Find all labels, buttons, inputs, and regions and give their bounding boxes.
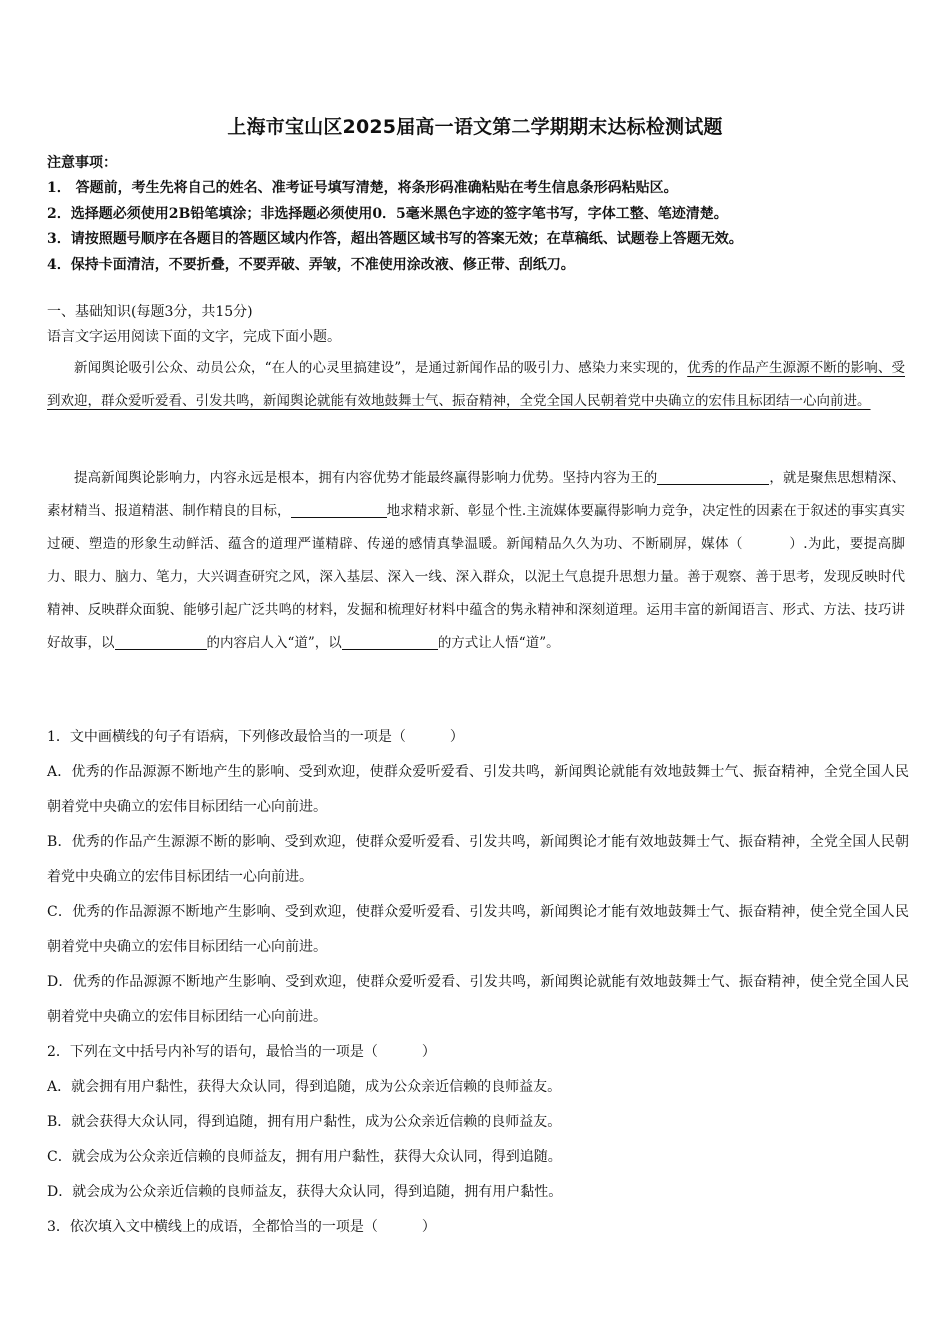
question-stem — [47, 720, 909, 755]
passage-text: 新闻舆论吸引公众、动员公众，“在人的心灵里搞建设”，是通过新闻作品的吸引力、感染力来实现的， — [74, 360, 688, 376]
passage-text: 的内容启人入“道”，以 — [206, 635, 342, 651]
question-text: 1．文中画横线的句子有语病，下列修改最恰当的一项是（ — [47, 729, 406, 745]
section-intro: 语言文字运用阅读下面的文字，完成下面小题。 — [47, 329, 341, 345]
fill-blank-2 — [291, 501, 387, 518]
passage-text: ）.为此，要提高脚力、眼力、脑力、笔力，大兴调查研究之风，深入基层、深入一线、深入群众，以泥土气息提升思想力量。善于观察、善于思考，发现反映时代精神、反映群众面貌、能够引起广泛共鸣的材料，发掘和梳理好材料中蕴含的隽永精神和深刻道理。运用丰富的新闻语言、形式、方法、技巧讲好故事，以 — [47, 536, 905, 651]
question-option: C．就会成为公众亲近信赖的良师益友，拥有用户黏性，获得大众认同，得到追随。 — [47, 1149, 562, 1165]
question-option: D．就会成为公众亲近信赖的良师益友，获得大众认同，得到追随，拥有用户黏性。 — [47, 1184, 563, 1200]
question-option: A．优秀的作品源源不断地产生的影响、受到欢迎，使群众爱听爱看、引发共鸣，新闻舆论就能有效地鼓舞士气、振奋精神，全党全国人民朝着党中央确立的宏伟目标团结一心向前进。 — [47, 764, 909, 815]
fill-blank-1 — [657, 468, 761, 485]
page-title: 上海市宝山区2025届高一语文第二学期期末达标检测试题 — [227, 116, 723, 138]
question-option: A．就会拥有用户黏性，获得大众认同，得到追随，成为公众亲近信赖的良师益友。 — [47, 1079, 562, 1095]
question-text: ） — [449, 729, 464, 745]
passage-text: 地求精求新、彰显个性.主流媒体要赢得影响力竞争，决定性的因素在于叙述的事实真实过硬、塑造的形象生动鲜活、蕴含的道理严谨精辟、传递的感情真挚温暖。新闻精品久久为功、不断刷屏，媒体（ — [47, 503, 906, 552]
passage-paragraph-2 — [47, 462, 905, 660]
notice-item: 4．保持卡面清洁，不要折叠，不要弄破、弄皱，不准使用涂改液、修正带、刮纸刀。 — [47, 256, 575, 273]
question-option: C．优秀的作品源源不断地产生影响、受到欢迎，使群众爱听爱看、引发共鸣，新闻舆论才能有效地鼓舞士气、振奋精神，使全党全国人民朝着党中央确立的宏伟目标团结一心向前进。 — [47, 904, 909, 955]
passage-text: ，就是聚焦思想精深、素材精当、报道精湛、制作精良的目标， — [47, 470, 906, 519]
section-heading: 一、基础知识(每题3分，共15分) — [47, 304, 253, 320]
notice-item: 2．选择题必须使用2B铅笔填涂；非选择题必须使用0．5毫米黑色字迹的签字笔书写，字体工整、笔迹清楚。 — [47, 205, 728, 222]
fill-blank-3 — [115, 633, 207, 650]
notice-heading: 注意事项： — [47, 155, 117, 171]
question-text: ） — [421, 1219, 436, 1235]
notice-item: 3．请按照题号顺序在各题目的答题区域内作答，超出答题区域书写的答案无效；在草稿纸、试题卷上答题无效。 — [47, 231, 743, 247]
passage-text: 提高新闻舆论影响力，内容永远是根本，拥有内容优势才能最终赢得影响力优势。坚持内容为王的 — [74, 470, 658, 486]
notice-list — [47, 176, 917, 278]
question-text: 3．依次填入文中横线上的成语，全都恰当的一项是（ — [47, 1219, 378, 1235]
question-stem — [47, 1035, 909, 1070]
underlined-sentence: 优秀的作品产生源源不断的影响、受到欢迎，群众爱听爱看、引发共鸣，新闻舆论就能有效地鼓舞士气、振奋精神，全党全国人民朝着党中央确立的宏伟且标团结一心向前进。 — [47, 360, 906, 409]
question-list — [47, 720, 909, 1245]
question-option: B．优秀的作品产生源源不断的影响、受到欢迎，使群众爱听爱看、引发共鸣，新闻舆论才能有效地鼓舞士气、振奋精神，全党全国人民朝着党中央确立的宏伟目标团结一心向前进。 — [47, 834, 909, 885]
question-text: 2．下列在文中括号内补写的语句，最恰当的一项是（ — [47, 1044, 378, 1060]
passage-paragraph-1 — [47, 352, 905, 418]
question-stem — [47, 1210, 909, 1245]
notice-item: 1． 答题前，考生先将自己的姓名、准考证号填写清楚，将条形码准确粘贴在考生信息条形码粘贴区。 — [47, 180, 678, 196]
fill-blank-4 — [342, 633, 438, 650]
question-option: B．就会获得大众认同，得到追随，拥有用户黏性，成为公众亲近信赖的良师益友。 — [47, 1114, 562, 1130]
question-text: ） — [421, 1044, 436, 1060]
question-option: D．优秀的作品源源不断地产生影响、受到欢迎，使群众爱听爱看、引发共鸣，新闻舆论就能有效地鼓舞士气、振奋精神，使全党全国人民朝着党中央确立的宏伟目标团结一心向前进。 — [47, 974, 909, 1025]
passage-text: 的方式让人悟“道”。 — [437, 635, 560, 651]
